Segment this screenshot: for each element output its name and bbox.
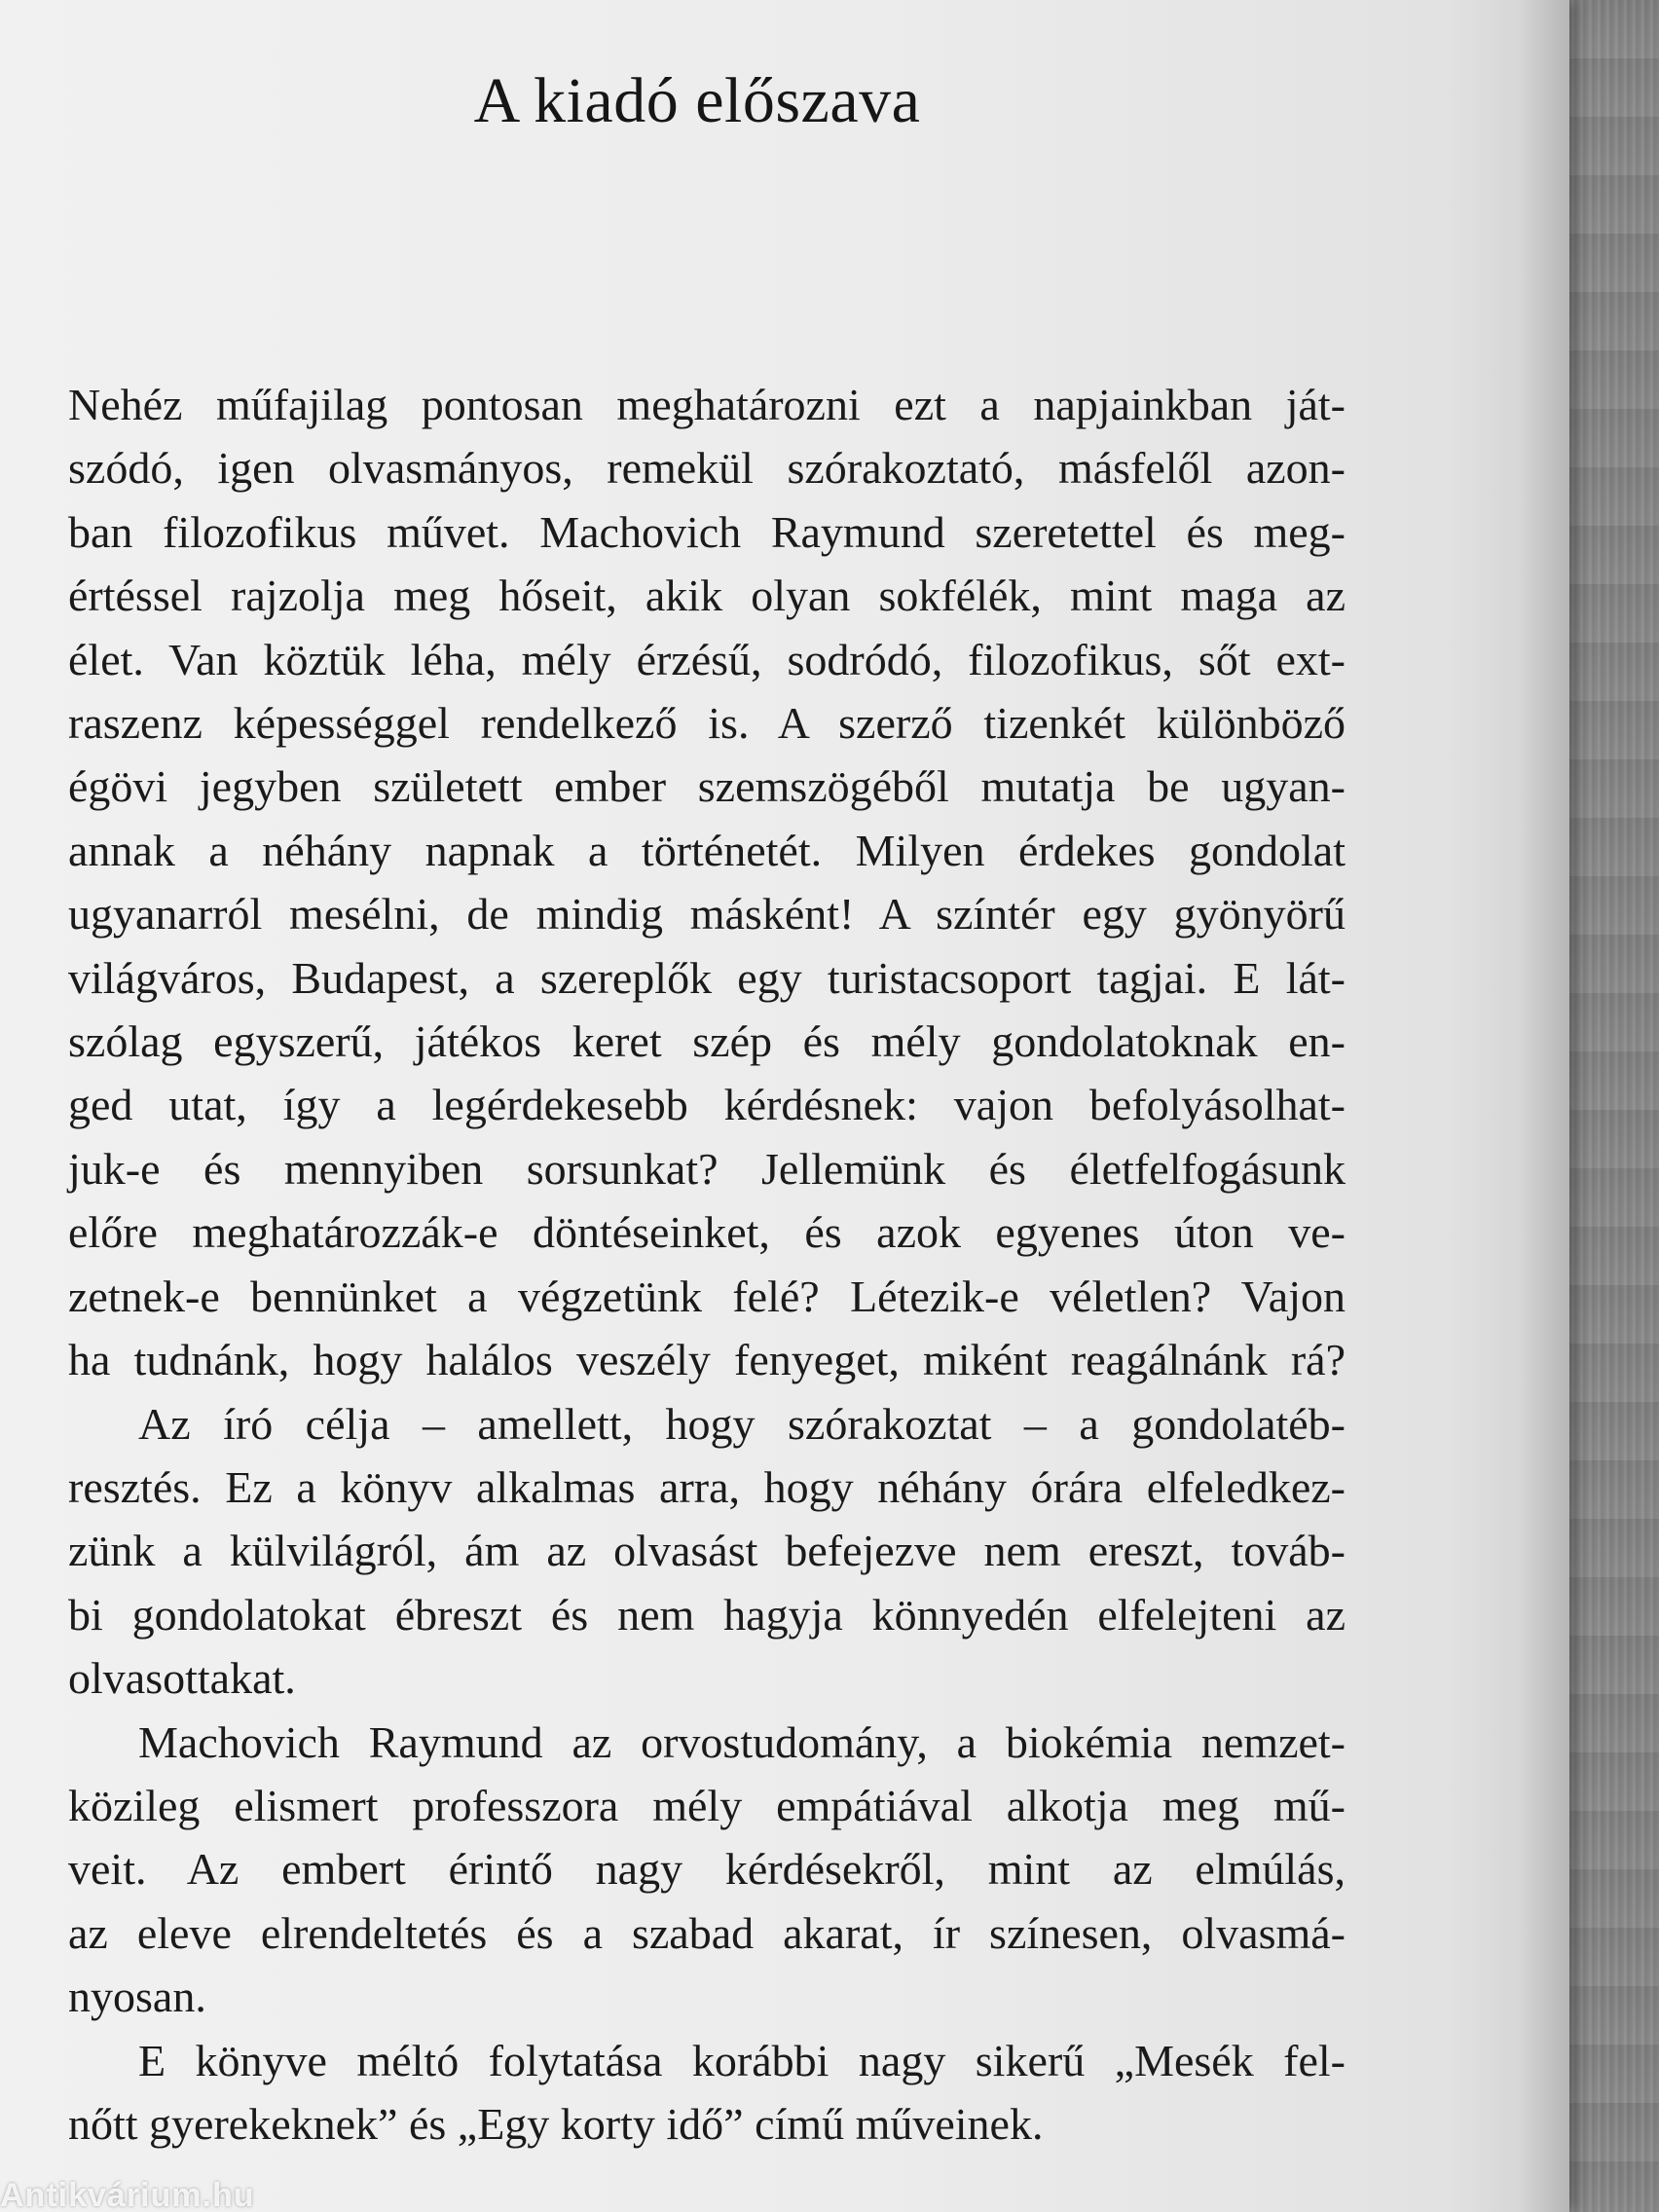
text-line: olvasottakat. <box>68 1653 296 1704</box>
watermark: Antikvárium.hu <box>0 2177 255 2212</box>
page-title: A kiadó előszava <box>473 65 921 136</box>
text-line: resztés. Ez a könyv alkalmas arra, hogy néhány órára elfeledkez- <box>68 1461 1346 1512</box>
paragraph-3 <box>68 1711 1346 2029</box>
paragraph-4 <box>68 2029 1346 2157</box>
paragraph-2 <box>68 1392 1346 1711</box>
text-line: raszenz képességgel rendelkező is. A szerző tizenkét különböző <box>68 698 1346 749</box>
page-body <box>68 373 1346 2156</box>
text-line: juk-e és mennyiben sorsunkat? Jellemünk és életfelfogásunk <box>68 1143 1346 1194</box>
text-line: ha tudnánk, hogy halálos veszély fenyeget, miként reagálnánk rá? <box>68 1335 1346 1385</box>
text-line: Nehéz műfajilag pontosan meghatározni ezt a napjainkban ját- <box>68 380 1346 429</box>
text-line: világváros, Budapest, a szereplők egy turistacsoport tagjai. E lát- <box>68 952 1346 1003</box>
text-line: Machovich Raymund az orvostudomány, a biokémia nemzet- <box>138 1716 1346 1767</box>
paragraph-1 <box>68 373 1346 1392</box>
text-line: az eleve elrendeltetés és a szabad akarat, ír színesen, olvasmá- <box>68 1907 1346 1958</box>
text-line: nyosan. <box>68 1972 206 2022</box>
text-line: égövi jegyben született ember szemszögéből mutatja be ugyan- <box>68 761 1346 812</box>
text-line: közileg elismert professzora mély empátiával alkotja meg mű- <box>68 1780 1346 1830</box>
text-line: élet. Van köztük léha, mély érzésű, sodródó, filozofikus, sőt ext- <box>68 634 1346 684</box>
page-edge-shadow <box>1519 0 1569 2212</box>
text-line: ban filozofikus művet. Machovich Raymund szeretettel és meg- <box>68 506 1346 557</box>
text-line: ged utat, így a legérdekesebb kérdésnek: vajon befolyásolhat- <box>68 1080 1346 1130</box>
text-line: nőtt gyerekeknek” és „Egy korty idő” című műveinek. <box>68 2098 1044 2149</box>
text-line: E könyve méltó folytatása korábbi nagy sikerű „Mesék fel- <box>138 2035 1346 2085</box>
text-line: zetnek-e bennünket a végzetünk felé? Létezik-e véletlen? Vajon <box>68 1271 1346 1321</box>
text-line: szódó, igen olvasmányos, remekül szórakoztató, másfelől azon- <box>68 443 1346 494</box>
text-line: annak a néhány napnak a történetét. Milyen érdekes gondolat <box>68 825 1346 875</box>
text-line: zünk a külvilágról, ám az olvasást befejezve nem ereszt, továb- <box>68 1526 1346 1576</box>
text-line: veit. Az embert érintő nagy kérdésekről, mint az elmúlás, <box>68 1844 1346 1895</box>
text-line: értéssel rajzolja meg hőseit, akik olyan sokfélék, mint maga az <box>68 571 1346 621</box>
text-line: Az író célja – amellett, hogy szórakoztat – a gondolatéb- <box>138 1398 1346 1449</box>
text-line: előre meghatározzák-e döntéseinket, és azok egyenes úton ve- <box>68 1207 1346 1258</box>
text-line: ugyanarról mesélni, de mindig másként! A színtér egy gyönyörű <box>68 889 1346 940</box>
text-line: szólag egyszerű, játékos keret szép és mély gondolatoknak en- <box>68 1016 1346 1067</box>
text-line: bi gondolatokat ébreszt és nem hagyja könnyedén elfelejteni az <box>68 1589 1346 1640</box>
